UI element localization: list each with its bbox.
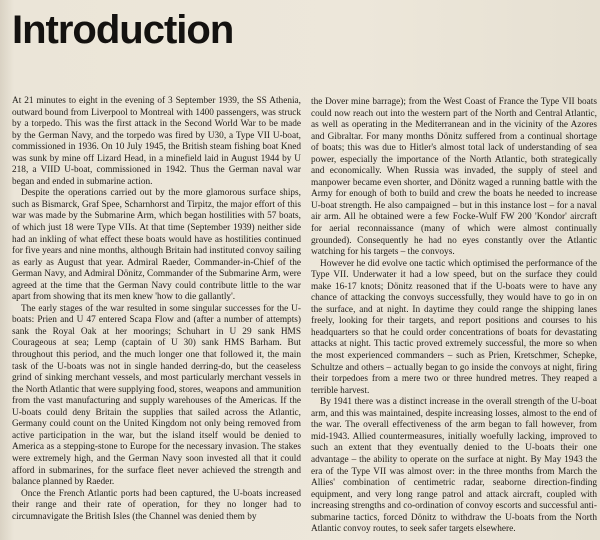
right-text-column: [311, 97, 597, 536]
paragraph: At 21 minutes to eight in the evening of 3 September 1939, the SS Athenia, outward bound from Liverpool to Montreal with 1400 passengers, was struck by a torpedo. This was the first attack in the Second World War to be made by the German Navy, and the torpedo was fired by U30, a Type VII U-boat, commissioned in 1936. On 10 July 1945, the British steam fishing boat Kned was sunk by mine off Lizard Head, in a minefield laid in August 1944 by U 218, a VIID U-boat, commissioned in 1942. Thus the German naval war began and ended in submarine action.: [12, 96, 301, 187]
paragraph: However he did evolve one tactic which optimised the performance of the Type VII. Underwater it had a low speed, but on the surface they could make 16-17 knots; Dönitz reasoned that if the U-boats were to have any chance of attacking the convoys successfully, they would have to go in on the surface, and at night. In daytime they could range the shipping lanes freely, looking for their targets, and report positions and courses to his headquarters so that he could order concentrations of boats for devastating attacks at night. This tactic proved extremely successful, the more so when the most experienced commanders – such as Prien, Kretschmer, Schepke, Schultze and others – actually began to go inside the convoys at night, firing their torpedoes from a mere two or three hundred metres. They reaped a terrible harvest.: [311, 258, 597, 396]
left-text-column: [12, 96, 301, 523]
paragraph: Once the French Atlantic ports had been captured, the U-boats increased their range and their rate of operation, for they no longer had to circumnavigate the British Isles (the Channel was denied them by: [12, 488, 301, 522]
paragraph: Despite the operations carried out by the more glamorous surface ships, such as Bismarck, Graf Spee, Scharnhorst and Tirpitz, the major effort of this war was made by the Submarine Arm, which began hostilities with 57 boats, of which just 18 were Type VIIs. At that time (September 1939) neither side had an inkling of what effect these boats would have as hostilities continued for five years and nine months, although Britain had instituted convoy sailing as early as August that year. Admiral Raeder, Commander-in-Chief of the German Navy, and Admiral Dönitz, Commander of the Submarine Arm, were agreed at the time that the German Navy could contribute little to the war apart from showing that its men knew 'how to die gallantly'.: [12, 188, 301, 303]
paragraph: By 1941 there was a distinct increase in the overall strength of the U-boat arm, and this was maintained, despite increasing losses, almost to the end of the war. The overall effectiveness of the arm began to fall however, from mid-1943. Allied countermeasures, initially woefully lacking, improved to such an extent that they eventually denied to the U-boats their one advantage – the ability to operate on the surface at night. By May 1943 the era of the Type VII was almost over: in the three months from March the Allies' combination of centimetric radar, seaborne direction-finding equipment, and very long range patrol and attack aircraft, coupled with increasing strengths and co-ordination of convoy escorts and successful anti-submarine tactics, forced Dönitz to withdraw the U-boats from the North Atlantic convoy routes, to seek safer targets elsewhere.: [311, 397, 597, 535]
page-title: Introduction: [12, 8, 234, 52]
paragraph: the Dover mine barrage); from the West Coast of France the Type VII boats could now reach out into the western part of the North and Central Atlantic, as well as operating in the Mediterranean and in the vicinity of the Azores and Gibraltar. For many months Dönitz suffered from a continual shortage of boats; this was due to Hitler's almost total lack of understanding of sea power, especially the importance of the North Atlantic, both strategically and economically. When Russia was invaded, the supply of steel and manpower became even shorter, and Dönitz waged a running battle with the Army for enough of both to build and crew the boats he needed to increase U-boat strength. He also campaigned – but in this instance lost – for a naval air arm. All he obtained were a few Focke-Wulf FW 200 'Kondor' aircraft for aerial reconnaissance (many of which were almost continually grounded). Consequently he had no eyes constantly over the Atlantic watching for his targets – the convoys.: [311, 97, 597, 258]
paragraph: The early stages of the war resulted in some singular successes for the U-boats: Prien and U 47 entered Scapa Flow and (after a number of attempts) sank the Royal Oak at her moorings; Schuhart in U 29 sank HMS Courageous at sea; Lemp (captain of U 30) sank HMS Barham. But throughout this period, and the much longer one that followed it, the main task of the U-boats was not in single handed derring-do, but the ceaseless grind of sinking merchant vessels, and most particularly merchant vessels in the North Atlantic that were supplying food, stores, weapons and ammunition from the vast manufacturing and supply warehouses of the Americas. If the U-boats could deny Britain the supplies that sailed across the Atlantic, Germany could count on the United Kingdom not only being removed from active participation in the war, but the island itself would be denied to America as a stepping-stone to Europe for the necessary invasion. The stakes were extremely high, and the German Navy soon invested all that it could afford in submarines, for the surface fleet never achieved the strength and balance planned by Raeder.: [12, 303, 301, 488]
